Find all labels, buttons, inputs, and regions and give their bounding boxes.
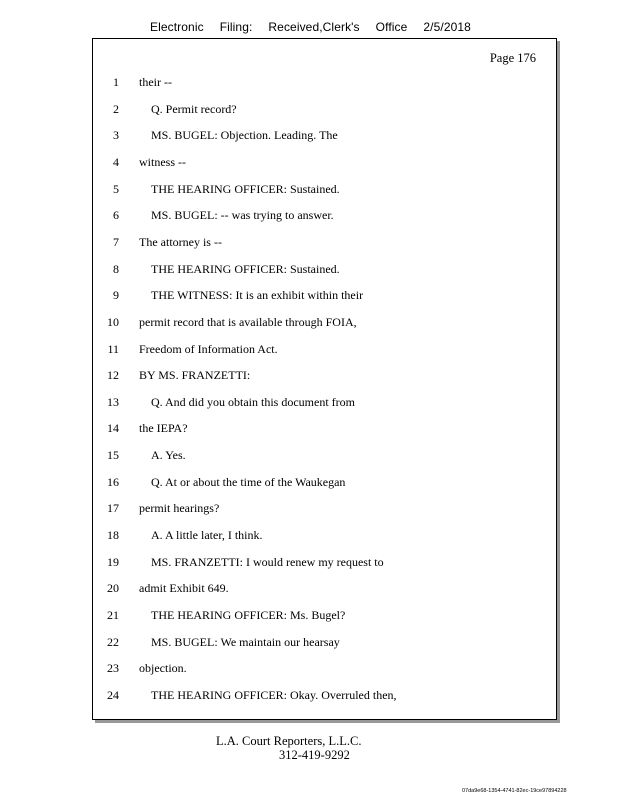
transcript-line [93,635,553,653]
line-number: 15 [107,448,119,463]
line-number: 6 [113,208,119,223]
line-text: THE HEARING OFFICER: Okay. Overruled then, [151,687,397,702]
transcript-line [93,475,553,493]
line-text: MS. BUGEL: -- was trying to answer. [151,208,334,223]
line-text: Freedom of Information Act. [139,341,278,356]
transcript-line [93,448,553,466]
transcript-line [93,288,553,306]
line-text: objection. [139,661,187,676]
transcript-line [93,182,553,200]
line-number: 3 [113,128,119,143]
line-number: 9 [113,288,119,303]
line-text: the IEPA? [139,421,188,436]
line-number: 13 [107,394,119,409]
line-number: 23 [107,661,119,676]
line-text: MS. BUGEL: Objection. Leading. The [151,128,338,143]
transcript-line [93,128,553,146]
line-number: 22 [107,634,119,649]
transcript-line [93,368,553,386]
line-text: Q. Permit record? [151,101,237,116]
transcript-line [93,528,553,546]
line-number: 24 [107,687,119,702]
stamp-part: Received,Clerk's [268,20,360,34]
transcript-line [93,208,553,226]
line-number: 10 [107,314,119,329]
line-number: 20 [107,581,119,596]
stamp-part: 2/5/2018 [423,20,471,34]
page-number: Page 176 [489,51,536,65]
line-number: 16 [107,474,119,489]
transcript-line [93,555,553,573]
line-text: THE HEARING OFFICER: Ms. Bugel? [151,608,346,622]
line-text: THE WITNESS: It is an exhibit within their [151,288,364,303]
line-text: their -- [139,75,172,89]
filing-stamp [150,20,487,34]
transcript-line [93,688,553,706]
line-text: THE HEARING OFFICER: Sustained. [151,181,340,196]
line-number: 12 [107,368,119,383]
line-text: admit Exhibit 649. [139,581,229,596]
transcript-line [93,315,553,333]
line-number: 19 [107,554,119,569]
line-text: MS. FRANZETTI: I would renew my request to [151,554,384,569]
transcript-line [93,395,553,413]
transcript-line [93,501,553,519]
line-number: 1 [113,75,119,89]
line-number: 7 [113,234,119,249]
transcript-line [93,421,553,439]
line-text: Q. And did you obtain this document from [151,394,355,409]
line-number: 21 [107,608,119,622]
document-hash: 07da9e68-1354-4741-82ec-19ce97894228 [462,788,567,794]
line-number: 11 [107,341,119,356]
line-number: 14 [107,421,119,436]
line-number: 8 [113,261,119,276]
stamp-part: Filing: [219,20,253,34]
line-text: permit hearings? [139,501,220,516]
transcript-line [93,155,553,173]
stamp-part: Electronic [150,20,204,34]
transcript-line [93,342,553,360]
line-text: BY MS. FRANZETTI: [139,368,251,383]
line-text: Q. At or about the time of the Waukegan [151,474,346,489]
line-text: permit record that is available through FOIA, [139,314,357,329]
transcript-line [93,75,553,93]
line-text: A. A little later, I think. [151,528,263,543]
line-text: A. Yes. [151,448,186,463]
transcript-line [93,262,553,280]
transcript-line [93,661,553,679]
stamp-part: Office [375,20,408,34]
transcript-line [93,608,553,626]
line-text: THE HEARING OFFICER: Sustained. [151,261,340,276]
line-text: The attorney is -- [139,234,222,249]
transcript-line [93,102,553,120]
line-number: 2 [113,101,119,116]
company-phone: 312-419-9292 [279,748,350,762]
transcript-page [92,38,557,720]
line-text: witness -- [139,154,186,169]
line-number: 5 [113,181,119,196]
line-text: MS. BUGEL: We maintain our hearsay [151,634,340,649]
line-number: 18 [107,528,119,543]
transcript-line [93,581,553,599]
company-name: L.A. Court Reporters, L.L.C. [216,734,362,748]
transcript-line [93,235,553,253]
line-number: 4 [113,154,119,169]
line-number: 17 [107,501,119,516]
